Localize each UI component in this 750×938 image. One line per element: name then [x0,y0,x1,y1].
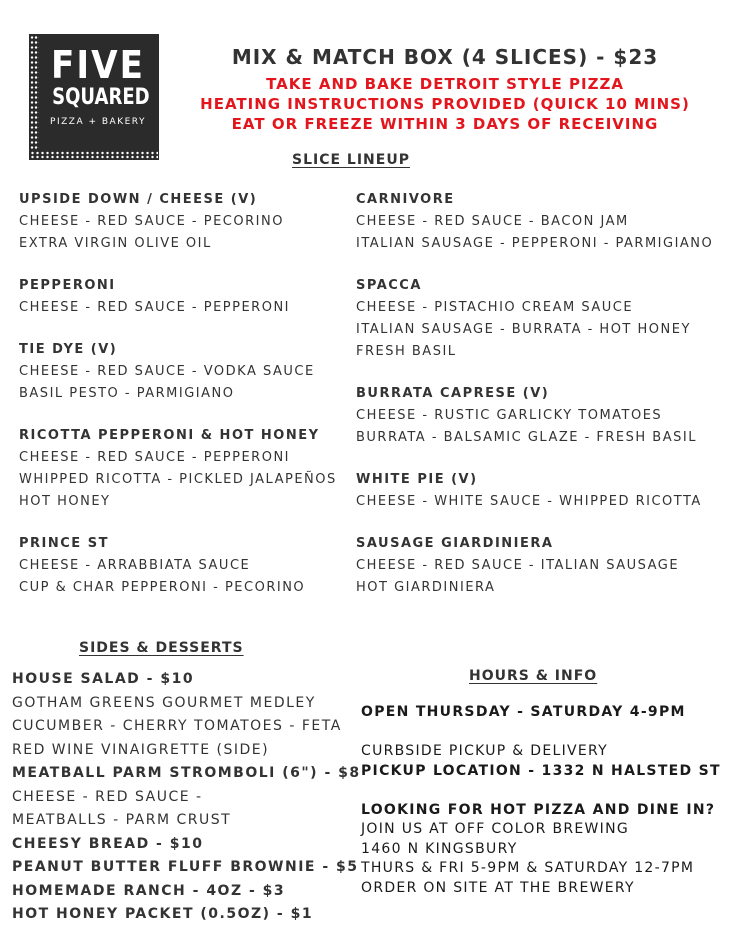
pizza-ingredients: HOT GIARDINIERA [356,580,496,595]
sides-list [12,668,361,927]
side-item: PEANUT BUTTER FLUFF BROWNIE - $5 [12,859,359,875]
subtitle-line-1: TAKE AND BAKE DETROIT STYLE PIZZA [266,75,624,93]
pizza-name: PRINCE ST [19,536,109,551]
sides-desserts-heading: SIDES & DESSERTS [79,640,244,656]
info-line: THURS & FRI 5-9PM & SATURDAY 12-7PM [361,860,695,876]
pizza-ingredients: WHIPPED RICOTTA - PICKLED JALAPEÑOS [19,472,337,487]
pizza-item [19,189,349,255]
pizza-ingredients: CHEESE - RUSTIC GARLICKY TOMATOES [356,408,663,423]
info-line: 1460 N KINGSBURY [361,840,518,857]
pizza-item [356,275,741,363]
pizza-ingredients: FRESH BASIL [356,344,457,359]
pizza-name: WHITE PIE (V) [356,472,478,487]
pizza-ingredients: HOT HONEY [19,494,111,509]
pizza-item [19,339,349,405]
pizza-name: PEPPERONI [19,278,116,293]
pizza-ingredients: CHEESE - RED SAUCE - ITALIAN SAUSAGE [356,558,680,573]
pizza-name: RICOTTA PEPPERONI & HOT HONEY [19,428,320,443]
five-squared-logo [30,35,158,159]
logo-line-squared: SQUARED [52,85,150,110]
pizza-name: TIE DYE (V) [19,342,118,357]
pizza-ingredients: CUP & CHAR PEPPERONI - PECORINO [19,580,306,595]
logo-line-five: FIVE [51,43,145,87]
dine-in-heading: LOOKING FOR HOT PIZZA AND DINE IN? [361,801,716,818]
info-line: ORDER ON SITE AT THE BREWERY [361,879,635,896]
subtitle-line-2: HEATING INSTRUCTIONS PROVIDED (QUICK 10 MINS) [200,95,690,113]
pizza-ingredients: CHEESE - RED SAUCE - PECORINO [19,214,284,229]
pizza-ingredients: CHEESE - RED SAUCE - BACON JAM [356,214,629,229]
side-item: HOMEMADE RANCH - 4OZ - $3 [12,882,286,899]
side-description: CUCUMBER - CHERRY TOMATOES - FETA [12,718,342,734]
spacer [361,781,741,801]
slice-lineup-heading: SLICE LINEUP [292,152,410,168]
pizza-ingredients: ITALIAN SAUSAGE - PEPPERONI - PARMIGIANO [356,236,714,251]
pizza-item [356,533,741,599]
hours-info-list [361,703,741,898]
logo-speckle-bottom [30,151,158,159]
side-item: MEATBALL PARM STROMBOLI (6") - $8 [12,765,361,781]
side-item: CHEESY BREAD - $10 [12,835,204,852]
pizza-ingredients: BURRATA - BALSAMIC GLAZE - FRESH BASIL [356,430,697,445]
pizza-name: UPSIDE DOWN / CHEESE (V) [19,192,258,207]
side-description: GOTHAM GREENS GOURMET MEDLEY [12,694,316,711]
pizza-item [356,189,741,255]
pizza-ingredients: CHEESE - WHITE SAUCE - WHIPPED RICOTTA [356,494,702,509]
info-line: JOIN US AT OFF COLOR BREWING [361,821,630,837]
side-description: RED WINE VINAIGRETTE (SIDE) [12,741,270,758]
pizza-name: BURRATA CAPRESE (V) [356,386,550,401]
pizza-ingredients: ITALIAN SAUSAGE - BURRATA - HOT HONEY [356,322,691,337]
pizza-ingredients: CHEESE - RED SAUCE - PEPPERONI [19,300,291,315]
pizza-item [19,275,349,319]
pizza-ingredients: CHEESE - RED SAUCE - PEPPERONI [19,450,291,465]
pizza-ingredients: CHEESE - ARRABBIATA SAUCE [19,558,251,573]
pizza-item [356,383,741,449]
pizza-ingredients: CHEESE - RED SAUCE - VODKA SAUCE [19,364,315,379]
logo-line-pizza-bakery: PIZZA + BAKERY [50,117,146,127]
pizza-ingredients: EXTRA VIRGIN OLIVE OIL [19,236,212,251]
pizza-name: CARNIVORE [356,192,455,207]
logo-brand-text [42,45,154,127]
pizza-name: SAUSAGE GIARDINIERA [356,536,554,551]
logo-speckle-left [30,35,39,159]
pizza-item [19,533,349,599]
pickup-location: PICKUP LOCATION - 1332 N HALSTED ST [361,762,721,779]
side-description: MEATBALLS - PARM CRUST [12,812,232,828]
page-title: MIX & MATCH BOX (4 SLICES) - $23 [231,45,659,69]
slice-column-left [19,189,349,619]
hours-line: OPEN THURSDAY - SATURDAY 4-9PM [361,704,686,720]
side-item: HOUSE SALAD - $10 [12,671,195,687]
slice-column-right [356,189,741,619]
pizza-ingredients: CHEESE - PISTACHIO CREAM SAUCE [356,300,634,315]
spacer [361,723,741,743]
subtitle-line-3: EAT OR FREEZE WITHIN 3 DAYS OF RECEIVING [231,115,659,133]
pizza-name: SPACCA [356,278,422,293]
pizza-item [19,425,349,513]
side-item: HOT HONEY PACKET (0.5OZ) - $1 [12,906,314,922]
side-description: CHEESE - RED SAUCE - [12,788,203,805]
pizza-item [356,469,741,513]
info-line: CURBSIDE PICKUP & DELIVERY [361,743,609,759]
pizza-ingredients: BASIL PESTO - PARMIGIANO [19,386,235,401]
hours-info-heading: HOURS & INFO [469,668,598,684]
